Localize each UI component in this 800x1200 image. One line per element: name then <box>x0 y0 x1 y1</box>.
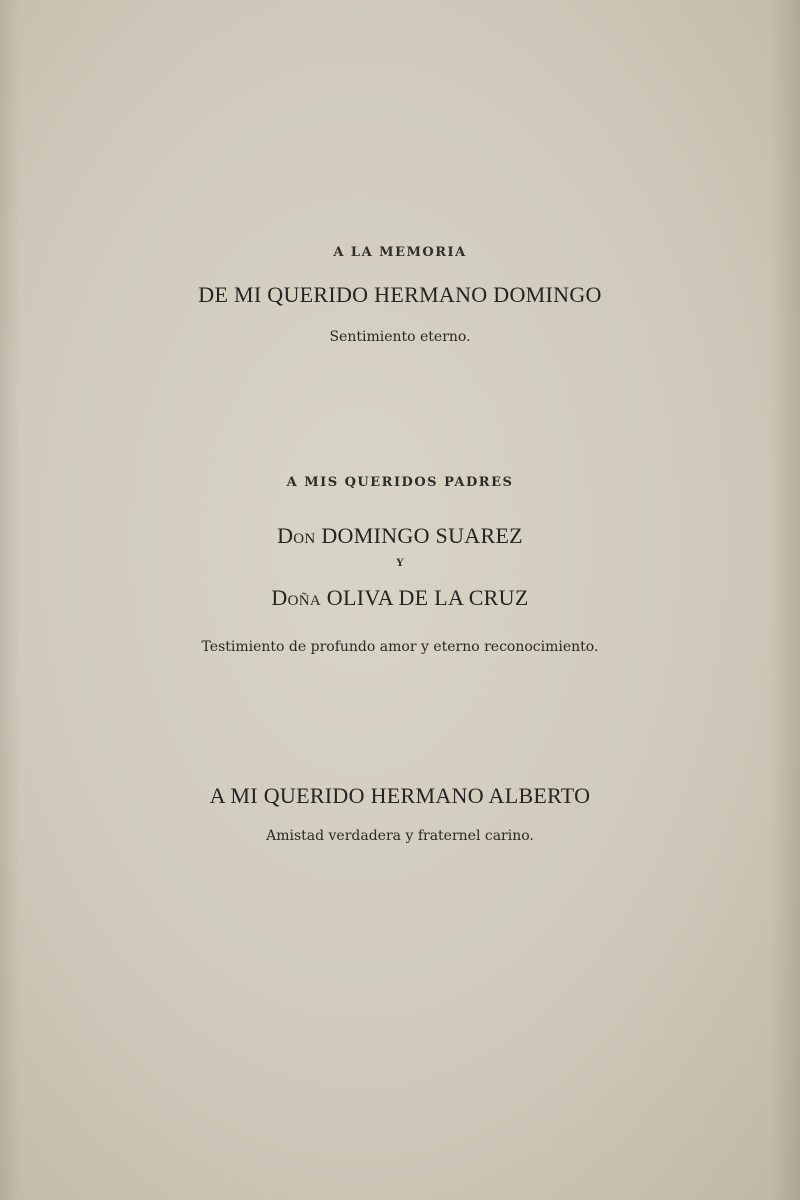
father-line <box>0 523 800 549</box>
alberto-dedication: A MI QUERIDO HERMANO ALBERTO <box>209 783 591 808</box>
father-name: DOMINGO SUAREZ <box>321 523 523 548</box>
mother-name: OLIVA DE LA CRUZ <box>326 585 529 610</box>
connector-y: Y <box>396 558 404 569</box>
alberto-note: Amistad verdadera y fraternel carino. <box>266 828 534 844</box>
father-title: Don <box>277 523 316 548</box>
memory-label: A LA MEMORIA <box>333 245 467 260</box>
mother-line <box>0 585 800 611</box>
parents-label: A MIS QUERIDOS PADRES <box>286 475 514 490</box>
mother-title: Doña <box>271 585 321 610</box>
parents-note: Testimiento de profundo amor y eterno reconocimiento. <box>201 639 599 655</box>
memory-brother-name: DE MI QUERIDO HERMANO DOMINGO <box>198 282 602 307</box>
memory-note: Sentimiento eterno. <box>329 329 471 345</box>
